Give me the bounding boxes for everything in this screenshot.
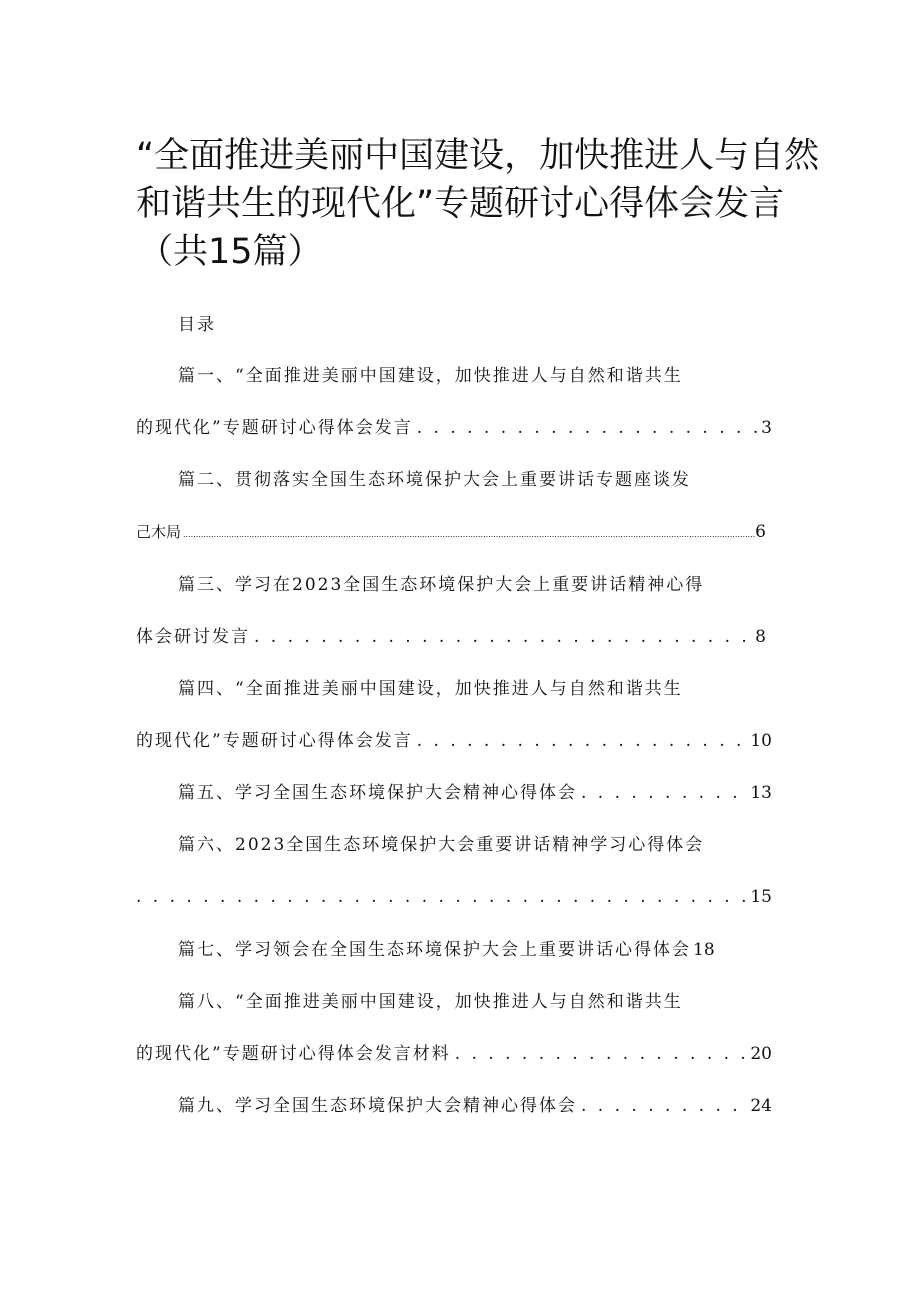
toc-page-number: 6 (755, 522, 766, 542)
toc-page-number: 20 (750, 1044, 772, 1064)
toc-entry-text: 己木局 (136, 523, 182, 541)
toc-entry-5[interactable] (178, 781, 772, 805)
title-line-2: 和谐共生的现代化”专题研讨心得体会发言 (136, 184, 785, 224)
toc-entry-1-line-1[interactable]: 篇一、“全面推进美丽中国建设，加快推进人与自然和谐共生 (178, 366, 683, 386)
title-line-3: （共15篇） (138, 232, 323, 272)
toc-leader-dots (581, 1094, 746, 1118)
toc-entry-3-line-2[interactable] (136, 625, 766, 649)
toc-entry-text: 篇五、学习全国生态环境保护大会精神心得体会 (178, 783, 577, 803)
toc-leader-dots (417, 729, 747, 753)
toc-entry-3-line-1[interactable]: 篇三、学习在2023全国生态环境保护大会上重要讲话精神心得 (178, 575, 705, 595)
toc-entry-2-line-1[interactable]: 篇二、贯彻落实全国生态环境保护大会上重要讲话专题座谈发 (178, 470, 691, 490)
toc-entry-text: 的现代化”专题研讨心得体会发言 (136, 418, 413, 438)
toc-entry-9[interactable] (178, 1094, 772, 1118)
toc-leader-dots (417, 416, 757, 440)
toc-entry-8-line-1[interactable]: 篇八、“全面推进美丽中国建设，加快推进人与自然和谐共生 (178, 992, 683, 1012)
toc-entry-4-line-1[interactable]: 篇四、“全面推进美丽中国建设，加快推进人与自然和谐共生 (178, 679, 683, 699)
toc-leader-dots (455, 1042, 747, 1066)
toc-entry-1-line-2[interactable] (136, 416, 772, 440)
toc-entry-text: 的现代化”专题研讨心得体会发言材料 (136, 1044, 451, 1064)
toc-entry-7[interactable] (178, 938, 772, 962)
toc-leader-dots (581, 781, 746, 805)
toc-leader-dots (183, 523, 755, 547)
toc-leader-dots (254, 625, 751, 649)
toc-page-number: 10 (750, 731, 772, 751)
document-title (136, 132, 820, 276)
toc-leader-dots (136, 885, 746, 909)
toc-page-number: 3 (761, 418, 772, 438)
toc-entry-4-line-2[interactable] (136, 729, 772, 753)
toc-page-number: 13 (750, 783, 772, 803)
toc-page-number: 8 (755, 627, 766, 647)
toc-entry-text: 篇七、学习领会在全国生态环境保护大会上重要讲话心得体会 (178, 940, 691, 960)
toc-entry-6-line-2[interactable] (136, 885, 772, 909)
toc-entry-8-line-2[interactable] (136, 1042, 772, 1066)
title-line-1: “全面推进美丽中国建设，加快推进人与自然 (136, 136, 820, 176)
toc-page-number: 24 (750, 1096, 772, 1116)
toc-entry-6-line-1[interactable]: 篇六、2023全国生态环境保护大会重要讲话精神学习心得体会 (178, 835, 705, 855)
toc-page-number: 15 (750, 887, 772, 907)
toc-entry-2-line-2[interactable] (136, 520, 766, 547)
toc-entry-text: 的现代化”专题研讨心得体会发言 (136, 731, 413, 751)
toc-page-number: 18 (693, 940, 715, 960)
toc-entry-text: 篇九、学习全国生态环境保护大会精神心得体会 (178, 1096, 577, 1116)
toc-entry-text: 体会研讨发言 (136, 627, 250, 647)
toc-heading: 目录 (178, 315, 216, 335)
